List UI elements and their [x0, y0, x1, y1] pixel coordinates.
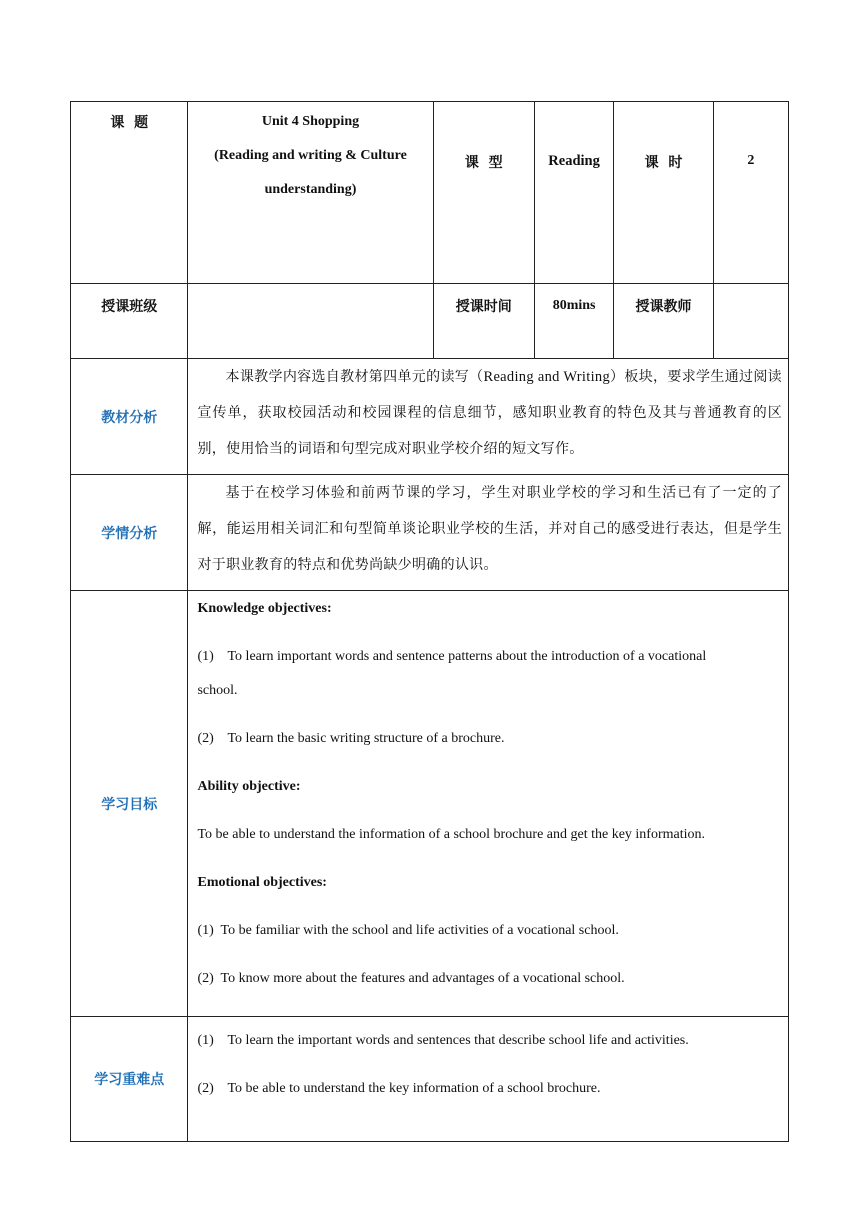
- title-line-2: (Reading and writing & Culture: [214, 148, 407, 163]
- textbook-analysis-text: [188, 359, 789, 475]
- type-value: Reading: [534, 102, 613, 284]
- knowledge-item-1-cont: school.: [197, 683, 238, 698]
- time-value: 80mins: [534, 284, 613, 359]
- emotional-item-1: (1) To be familiar with the school and life activities of a vocational school.: [197, 923, 619, 938]
- emotional-item-2: (2) To know more about the features and advantages of a vocational school.: [197, 971, 625, 986]
- textbook-text-en: Reading and Writing: [483, 369, 610, 385]
- textbook-analysis-label: 教材分析: [71, 359, 188, 475]
- title-line-3: understanding): [264, 182, 357, 197]
- knowledge-heading: Knowledge objectives:: [197, 601, 332, 616]
- key-point-2-num: (2): [197, 1081, 214, 1096]
- key-points-content: [188, 1017, 789, 1142]
- objectives-content: [188, 591, 789, 1017]
- ability-text: To be able to understand the information of a school brochure and get the key information.: [197, 827, 706, 842]
- knowledge-item-2-text: To learn the basic writing structure of a brochure.: [227, 731, 505, 746]
- key-point-2-text: To be able to understand the key information of a school brochure.: [227, 1081, 601, 1096]
- textbook-analysis-row: [71, 359, 789, 475]
- knowledge-item-1-num: (1): [197, 649, 214, 664]
- info-row: [71, 284, 789, 359]
- title-line-1: Unit 4 Shopping: [261, 114, 360, 129]
- knowledge-item-1-text: To learn important words and sentence patterns about the introduction of a vocational: [227, 649, 707, 664]
- teacher-label: 授课教师: [614, 284, 713, 359]
- time-label: 授课时间: [433, 284, 534, 359]
- objectives-row: [71, 591, 789, 1017]
- key-points-label: 学习重难点: [71, 1017, 188, 1142]
- ability-heading: Ability objective:: [197, 779, 301, 794]
- lesson-title: [188, 102, 433, 284]
- key-point-1-text: To learn the important words and sentences that describe school life and activities.: [227, 1033, 689, 1048]
- lesson-plan-table: [70, 101, 789, 1142]
- student-analysis-row: [71, 475, 789, 591]
- class-label: 授课班级: [71, 284, 188, 359]
- key-point-2: [197, 1077, 780, 1101]
- header-row: [71, 102, 789, 284]
- textbook-text-part1: 本课教学内容选自教材第四单元的读写（: [225, 369, 484, 385]
- topic-label: 课 题: [71, 102, 188, 284]
- knowledge-item-2: [197, 727, 780, 751]
- key-points-row: [71, 1017, 789, 1142]
- knowledge-item-1: [197, 645, 780, 669]
- knowledge-item-2-num: (2): [197, 731, 214, 746]
- key-point-1: [197, 1029, 780, 1053]
- period-label: 课 时: [614, 102, 713, 284]
- period-value: 2: [713, 102, 788, 284]
- class-value: [188, 284, 433, 359]
- student-analysis-label: 学情分析: [71, 475, 188, 591]
- emotional-heading: Emotional objectives:: [197, 875, 327, 890]
- textbook-text-part2: ）板块，要求学生通过阅读宣传单，获取校园活动和校园课程的信息细节，感知职业教育的特色及其与普通教育的区别，使用恰当的词语和句型完成对职业学校介绍的短文写作。: [197, 369, 782, 457]
- teacher-value: [713, 284, 788, 359]
- type-label: 课 型: [433, 102, 534, 284]
- objectives-label: 学习目标: [71, 591, 188, 1017]
- student-analysis-text: 基于在校学习体验和前两节课的学习，学生对职业学校的学习和生活已有了一定的了解，能运用相关词汇和句型简单谈论职业学校的生活，并对自己的感受进行表达，但是学生对于职业教育的特点和优势尚缺少明确的认识。: [188, 475, 789, 591]
- key-point-1-num: (1): [197, 1033, 214, 1048]
